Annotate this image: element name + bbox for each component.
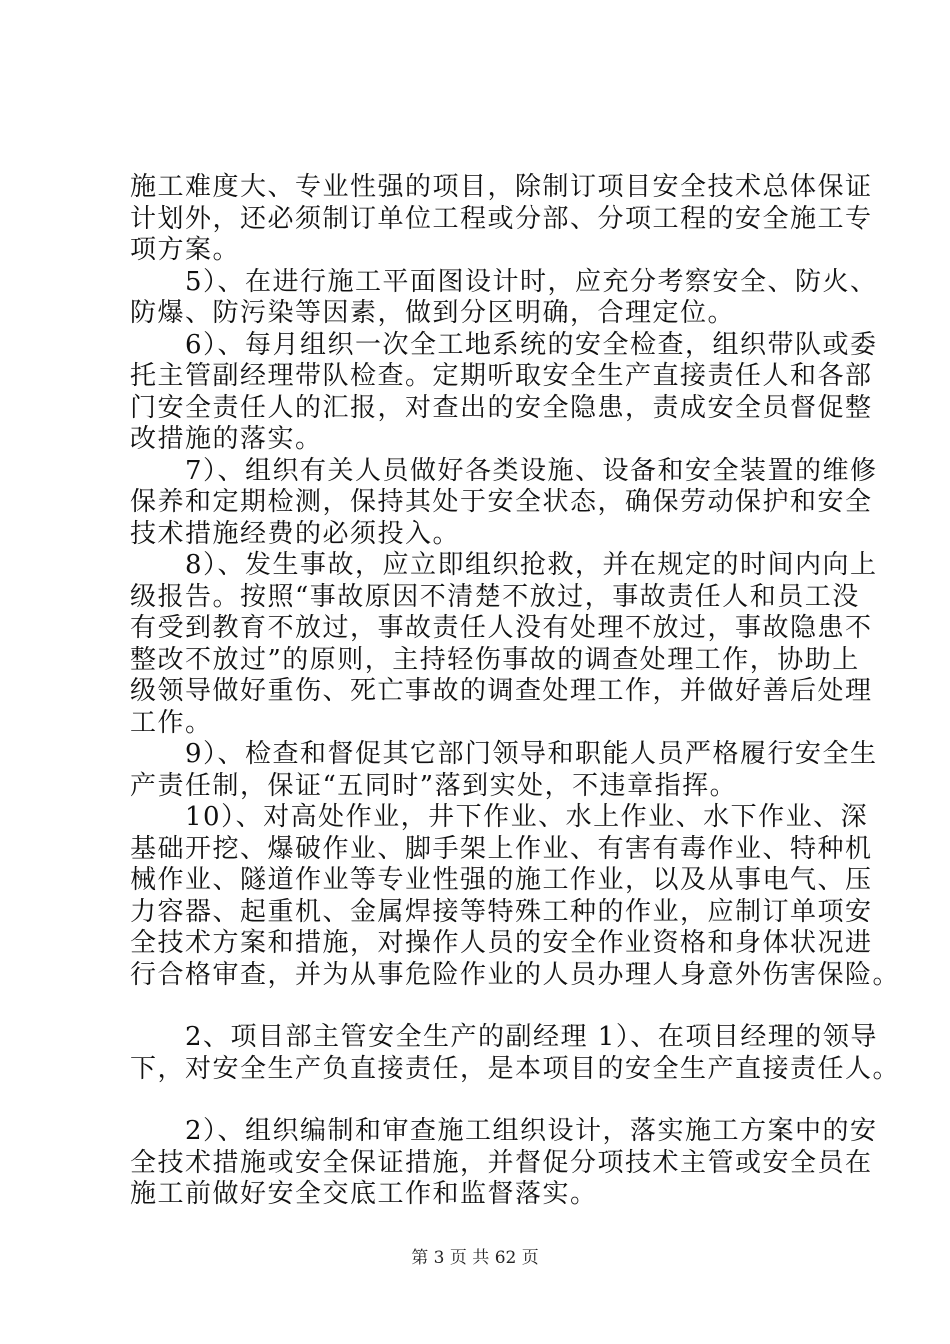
text-line: 有受到教育不放过，事故责任人没有处理不放过，事故隐患不: [130, 613, 873, 643]
text-line: 基础开挖、爆破作业、脚手架上作业、有害有毒作业、特种机: [130, 833, 873, 864]
text-line: 施工前做好安全交底工作和监督落实。: [130, 1179, 598, 1209]
paragraph-p8: [130, 550, 878, 739]
paragraph-p6: [130, 329, 878, 456]
text-line: 2、项目部主管安全生产的副经理 1）、在项目经理的领导: [130, 1022, 878, 1052]
text-line: 技术措施经费的必须投入。: [130, 518, 461, 549]
paragraph-s2-2: [130, 1116, 878, 1211]
text-line: 计划外，还必须制订单位工程或分部、分项工程的安全施工专: [130, 203, 873, 234]
text-line: 6）、每月组织一次全工地系统的安全检查，组织带队或委: [130, 329, 878, 360]
text-line: 级报告。按照“事故原因不清楚不放过，事故责任人和员工没: [130, 581, 860, 612]
text-line: 下，对安全生产负直接责任，是本项目的安全生产直接责任人。: [130, 1053, 901, 1084]
text-line: 行合格审查，并为从事危险作业的人员办理人身意外伤害保险。: [130, 959, 901, 990]
text-line: 施工难度大、专业性强的项目，除制订项目安全技术总体保证: [130, 172, 873, 202]
text-line: 项方案。: [130, 235, 241, 265]
text-line: 产责任制，保证“五同时”落到实处，不违章指挥。: [130, 770, 738, 801]
text-line: 保养和定期检测，保持其处于安全状态，确保劳动保护和安全: [130, 487, 873, 517]
text-line: 械作业、隧道作业等专业性强的施工作业，以及从事电气、压: [130, 865, 873, 895]
paragraph-spacer: [130, 1085, 850, 1116]
page-number-footer: 第 3 页 共 62 页: [411, 1248, 539, 1268]
text-line: 5）、在进行施工平面图设计时，应充分考察安全、防火、: [130, 266, 878, 297]
text-line: 级领导做好重伤、死亡事故的调查处理工作，并做好善后处理: [130, 676, 873, 706]
text-line: 防爆、防污染等因素，做到分区明确，合理定位。: [130, 298, 736, 328]
text-line: 2）、组织编制和审查施工组织设计，落实施工方案中的安: [130, 1116, 878, 1146]
paragraph-p9: [130, 739, 878, 802]
paragraph-spacer: [130, 991, 850, 1022]
text-line: 改措施的落实。: [130, 424, 323, 454]
text-line: 力容器、起重机、金属焊接等特殊工种的作业，应制订单项安: [130, 896, 873, 927]
paragraph-p0: [130, 172, 873, 267]
paragraph-s2: [130, 1022, 901, 1085]
text-line: 门安全责任人的汇报，对查出的安全隐患，责成安全员督促整: [130, 392, 873, 423]
paragraph-p10: [130, 802, 901, 991]
paragraph-p7: [130, 455, 878, 551]
text-line: 工作。: [130, 707, 213, 738]
text-line: 9）、检查和督促其它部门领导和职能人员严格履行安全生: [130, 739, 878, 769]
text-line: 10）、对高处作业，井下作业、水上作业、水下作业、深: [130, 802, 869, 832]
text-line: 全技术措施或安全保证措施，并督促分项技术主管或安全员在: [130, 1147, 873, 1178]
text-line: 托主管副经理带队检查。定期听取安全生产直接责任人和各部: [130, 361, 873, 391]
text-line: 整改不放过”的原则，主持轻伤事故的调查处理工作，协助上: [130, 644, 860, 675]
document-body: [130, 172, 901, 1211]
text-line: 全技术方案和措施，对操作人员的安全作业资格和身体状况进: [130, 928, 873, 958]
text-line: 7）、组织有关人员做好各类设施、设备和安全装置的维修: [130, 455, 878, 486]
paragraph-p5: [130, 266, 878, 330]
text-line: 8）、发生事故，应立即组织抢救，并在规定的时间内向上: [130, 550, 878, 580]
